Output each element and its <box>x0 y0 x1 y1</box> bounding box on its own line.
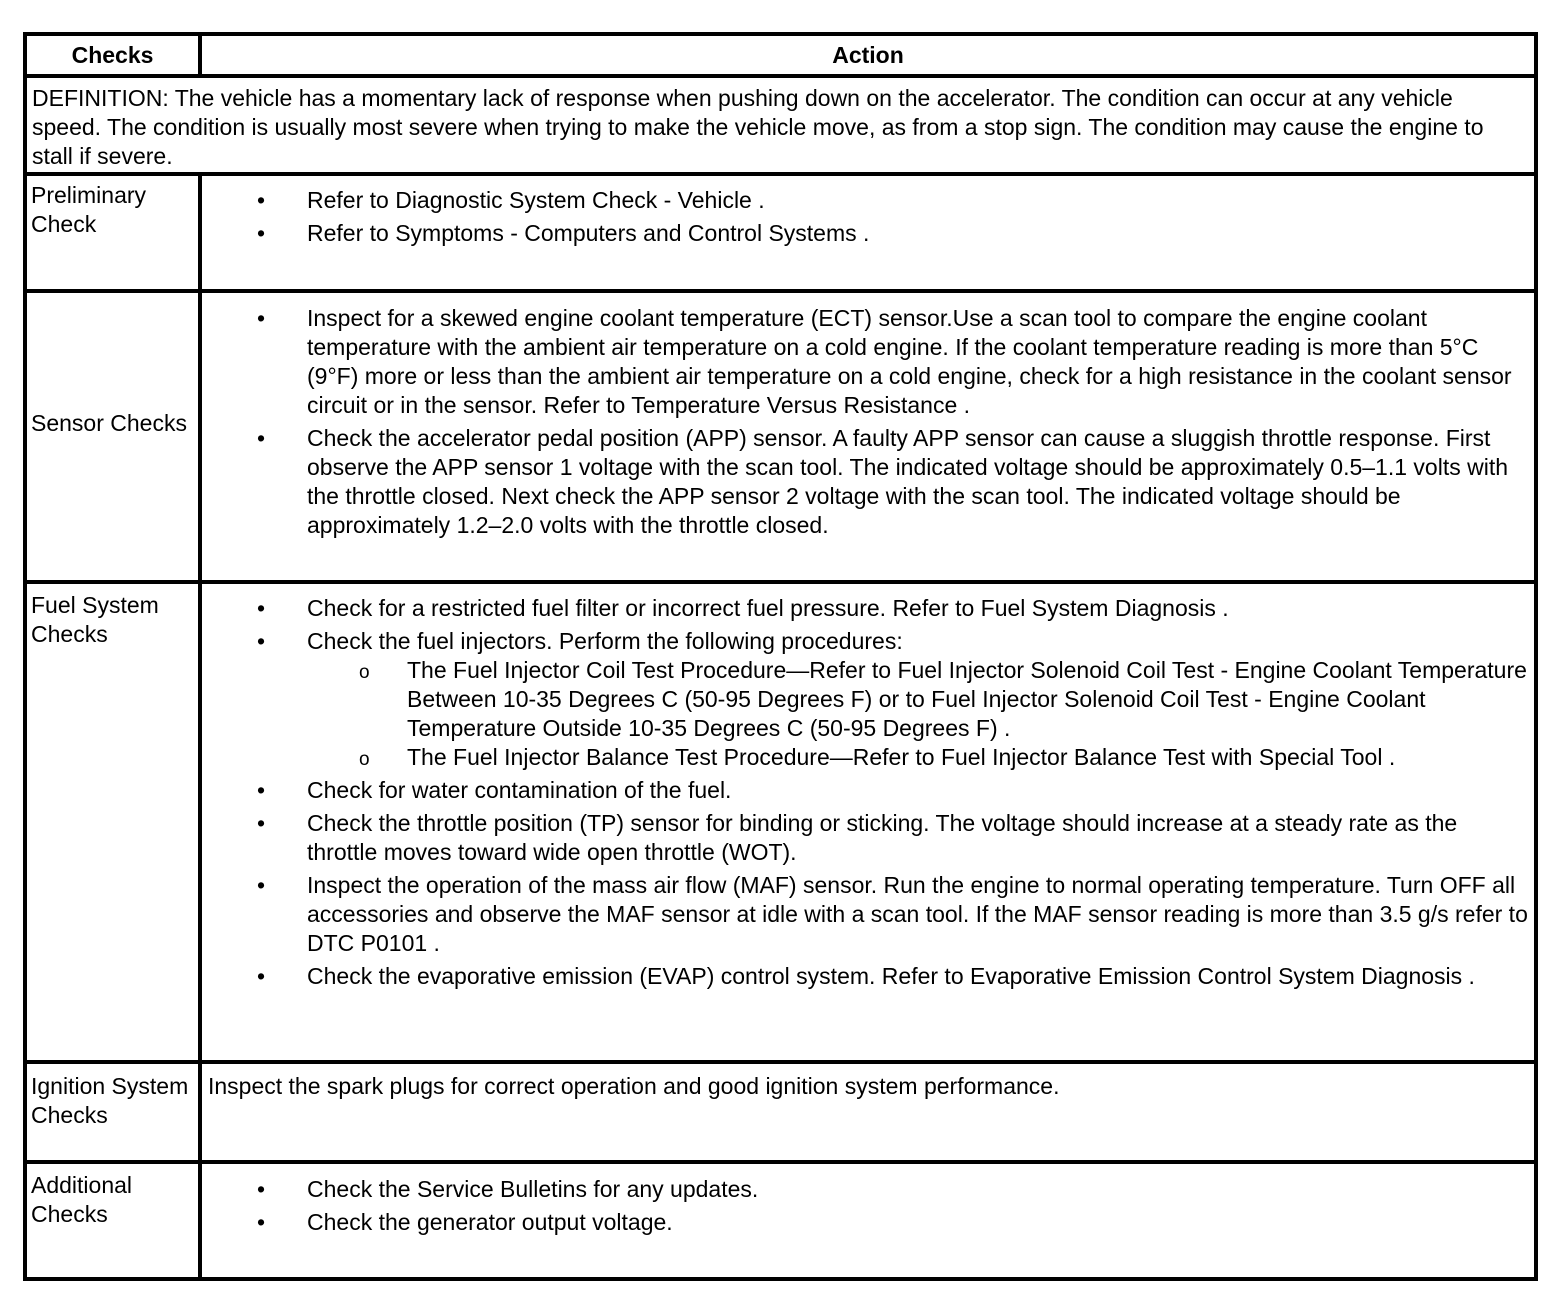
list-item: • Inspect for a skewed engine coolant temperature (ECT) sensor.Use a scan tool to compare the engine coolant temperature with the ambient air temperature on a cold engine. If the coolant temperature reading is more than 5°C (9°F) more or less than the ambient air temperature on a cold engine, check for a high resistance in the coolant sensor circuit or in the sensor. Refer to Temperature Versus Resistance . <box>202 304 1530 420</box>
action-ignition-system-checks: Inspect the spark plugs for correct operation and good ignition system performance. <box>208 1073 1060 1099</box>
row-divider <box>27 74 1534 78</box>
list-item: • Check for water contamination of the fuel. <box>202 776 1530 805</box>
label-preliminary-check: Preliminary Check <box>31 182 147 237</box>
list-item: • Inspect the operation of the mass air flow (MAF) sensor. Run the engine to normal operating temperature. Turn OFF all accessories and observe the MAF sensor at idle with a scan tool. If the MAF sensor reading is more than 3.5 g/s refer to DTC P0101 . <box>202 871 1530 958</box>
header-checks: Checks <box>71 42 154 68</box>
header-action: Action <box>832 42 904 68</box>
diagnostic-table <box>23 32 1538 1281</box>
list-item: • Check the Service Bulletins for any updates. <box>202 1175 1530 1204</box>
sub-list <box>307 656 1530 772</box>
sub-list-item: o The Fuel Injector Coil Test Procedure—Refer to Fuel Injector Solenoid Coil Test - Engine Coolant Temperature Between 10-35 Degrees C (50-95 Degrees F) or to Fuel Injector Solenoid Coil Test - Engine Coolant Temperature Outside 10-35 Degrees C (50-95 Degrees F) . <box>307 656 1530 743</box>
definition-text: DEFINITION: The vehicle has a momentary lack of response when pushing down on the accelerator. The condition can occur at any vehicle speed. The condition is usually most severe when trying to make the vehicle move, as from a stop sign. The condition may cause the engine to stall if severe. <box>32 85 1484 169</box>
sub-list-item: o The Fuel Injector Balance Test Procedure—Refer to Fuel Injector Balance Test with Special Tool . <box>307 743 1530 772</box>
list-item-text: Check the fuel injectors. Perform the following procedures: <box>307 628 903 654</box>
row-divider <box>27 289 1534 293</box>
label-additional-checks: Additional Checks <box>31 1172 133 1227</box>
action-additional-checks <box>202 1175 1530 1241</box>
action-fuel-system-checks <box>202 594 1530 995</box>
row-divider <box>27 1060 1534 1064</box>
list-item: • Refer to Diagnostic System Check - Vehicle . <box>202 186 1530 215</box>
row-divider <box>27 172 1534 176</box>
label-sensor-checks: Sensor Checks <box>31 410 187 436</box>
list-item: • Check the generator output voltage. <box>202 1208 1530 1237</box>
list-item: • Check the evaporative emission (EVAP) control system. Refer to Evaporative Emission Control System Diagnosis . <box>202 962 1530 991</box>
row-divider <box>27 580 1534 584</box>
label-ignition-system-checks: Ignition System Checks <box>31 1073 189 1128</box>
list-item: • Refer to Symptoms - Computers and Control Systems . <box>202 219 1530 248</box>
list-item: • Check the throttle position (TP) sensor for binding or sticking. The voltage should increase at a steady rate as the throttle moves toward wide open throttle (WOT). <box>202 809 1530 867</box>
action-preliminary-check <box>202 186 1530 252</box>
list-item: • Check for a restricted fuel filter or incorrect fuel pressure. Refer to Fuel System Diagnosis . <box>202 594 1530 623</box>
row-divider <box>27 1160 1534 1164</box>
list-item <box>202 627 1530 772</box>
action-sensor-checks <box>202 304 1530 544</box>
label-fuel-system-checks: Fuel System Checks <box>31 592 159 647</box>
list-item: • Check the accelerator pedal position (APP) sensor. A faulty APP sensor can cause a sluggish throttle response. First observe the APP sensor 1 voltage with the scan tool. The indicated voltage should be approximately 0.5–1.1 volts with the throttle closed. Next check the APP sensor 2 voltage with the scan tool. The indicated voltage should be approximately 1.2–2.0 volts with the throttle closed. <box>202 424 1530 540</box>
